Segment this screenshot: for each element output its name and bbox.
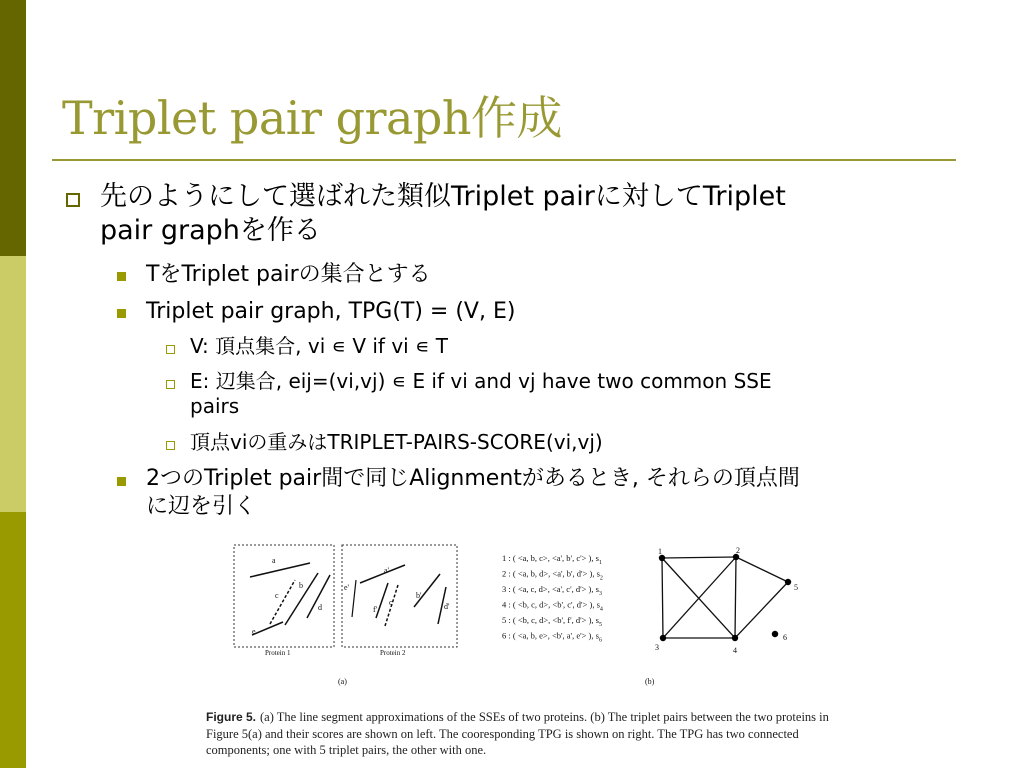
protein1-label-d: d [318, 603, 322, 612]
triplet-pair-score-subscript: 3 [598, 591, 602, 597]
tpg-edge [663, 557, 736, 638]
triplet-pair-score-subscript: 1 [598, 560, 602, 566]
tpg-edge [735, 582, 788, 638]
protein1-panel [234, 545, 334, 657]
triplet-pair-score-subscript: 5 [598, 622, 602, 628]
protein2-label-d: d' [444, 602, 450, 611]
tpg-node-label: 3 [655, 643, 659, 652]
tpg-edge [735, 557, 736, 638]
bullet-item-5-line2: pairs [190, 394, 240, 418]
bullet-item-2: TをTriplet pairの集合とする [146, 262, 431, 287]
protein2-caption: Protein 2 [380, 649, 406, 657]
figure-caption [206, 709, 830, 758]
triplet-pair-item: 1 : ( <a, b, c>, <a', b', c'> ), $s_1$ [502, 553, 602, 566]
bullet-item-7-line2: に辺を引く [146, 493, 257, 519]
triplet-pair-score-subscript: 4 [599, 606, 603, 613]
protein2-panel [342, 545, 457, 657]
triplet-pair-item: 2 : ( <a, b, d>, <a', b', d'> ), $s_2$ [502, 568, 603, 582]
tpg-node [772, 631, 778, 637]
triplet-pair-item: 6 : ( <a, b, e>, <b', a', e'> ), $s_6$ [502, 630, 602, 644]
protein2-segment-a [360, 565, 405, 583]
triplet-pair-list [502, 553, 603, 644]
triplet-pair-score-subscript: 2 [599, 575, 603, 582]
protein2-label-b: b' [416, 591, 422, 600]
triplet-pair-score-subscript: 6 [598, 637, 602, 644]
tpg-node-label: 2 [736, 546, 740, 555]
figure-caption-label: Figure 5. [206, 710, 257, 724]
tpg-node [732, 635, 738, 641]
protein2-segment-e [352, 580, 356, 617]
bullet-item-6: 頂点viの重みはTRIPLET-PAIRS-SCORE(vi,vj) [190, 430, 603, 454]
tpg-node-label: 6 [783, 633, 787, 642]
protein1-segment-a [250, 563, 310, 577]
triplet-pair-item: 4 : ( <b, c, d>, <b', c', d'> ), $s_4$ [502, 599, 603, 613]
bullet-item-5-line1: E: 辺集合, eij=(vi,vj) ∊ E if vi and vj have two common SSE [190, 369, 772, 393]
sublabel-a: (a) [338, 677, 347, 686]
bullet-item-1-line1: 先のようにして選ばれた類似Triplet pairに対してTriplet [100, 181, 786, 212]
protein1-label-b: b [299, 581, 303, 590]
protein2-label-e: e' [344, 583, 349, 592]
protein1-label-e: e [252, 627, 256, 636]
sublabel-b: (b) [645, 677, 655, 686]
tpg-edge [736, 557, 788, 582]
protein2-box [342, 545, 457, 647]
triplet-pair-item: 5 : ( <b, c, d>, <b', f', d'> ), $s_5$ [502, 615, 602, 628]
protein2-segment-f [376, 583, 388, 618]
tpg-node [785, 579, 791, 585]
tpg-graph [655, 546, 798, 655]
tpg-node [660, 635, 666, 641]
bullet-item-7-line1: 2つのTriplet pair間で同じAlignmentがあるとき, それらの頂点間 [146, 466, 800, 491]
tpg-edge [662, 557, 736, 558]
protein2-label-a: a' [384, 566, 389, 575]
bullet-item-4: V: 頂点集合, vi ∊ V if vi ∊ T [190, 334, 448, 358]
tpg-node-label: 4 [733, 646, 737, 655]
protein1-label-a: a [272, 556, 276, 565]
protein2-label-f: f' [373, 605, 378, 614]
tpg-edge [662, 558, 663, 638]
slide-title: Triplet pair graph作成 [62, 91, 562, 145]
protein1-segment-c [270, 580, 295, 624]
triplet-pair-item: 3 : ( <a, c, d>, <a', c', d'> ), $s_3$ [502, 584, 602, 597]
tpg-node-label: 1 [658, 547, 662, 556]
protein1-caption: Protein 1 [265, 649, 291, 657]
bullet-item-1-line2: pair graphを作る [100, 214, 321, 246]
tpg-node-label: 5 [794, 583, 798, 592]
protein2-label-c: c' [389, 598, 394, 607]
protein1-label-c: c [275, 591, 279, 600]
protein1-segment-e [252, 622, 283, 635]
bullet-item-3: Triplet pair graph, TPG(T) = (V, E) [146, 299, 516, 324]
figure-caption-text: (a) The line segment approximations of the SSEs of two proteins. (b) The triplet pairs between the two proteins in Figure 5(a) and their scores are shown on left. The cooresponding TPG is shown on right. The TPG has two connected components; one with 5 triplet pairs, the other with one. [206, 710, 829, 757]
